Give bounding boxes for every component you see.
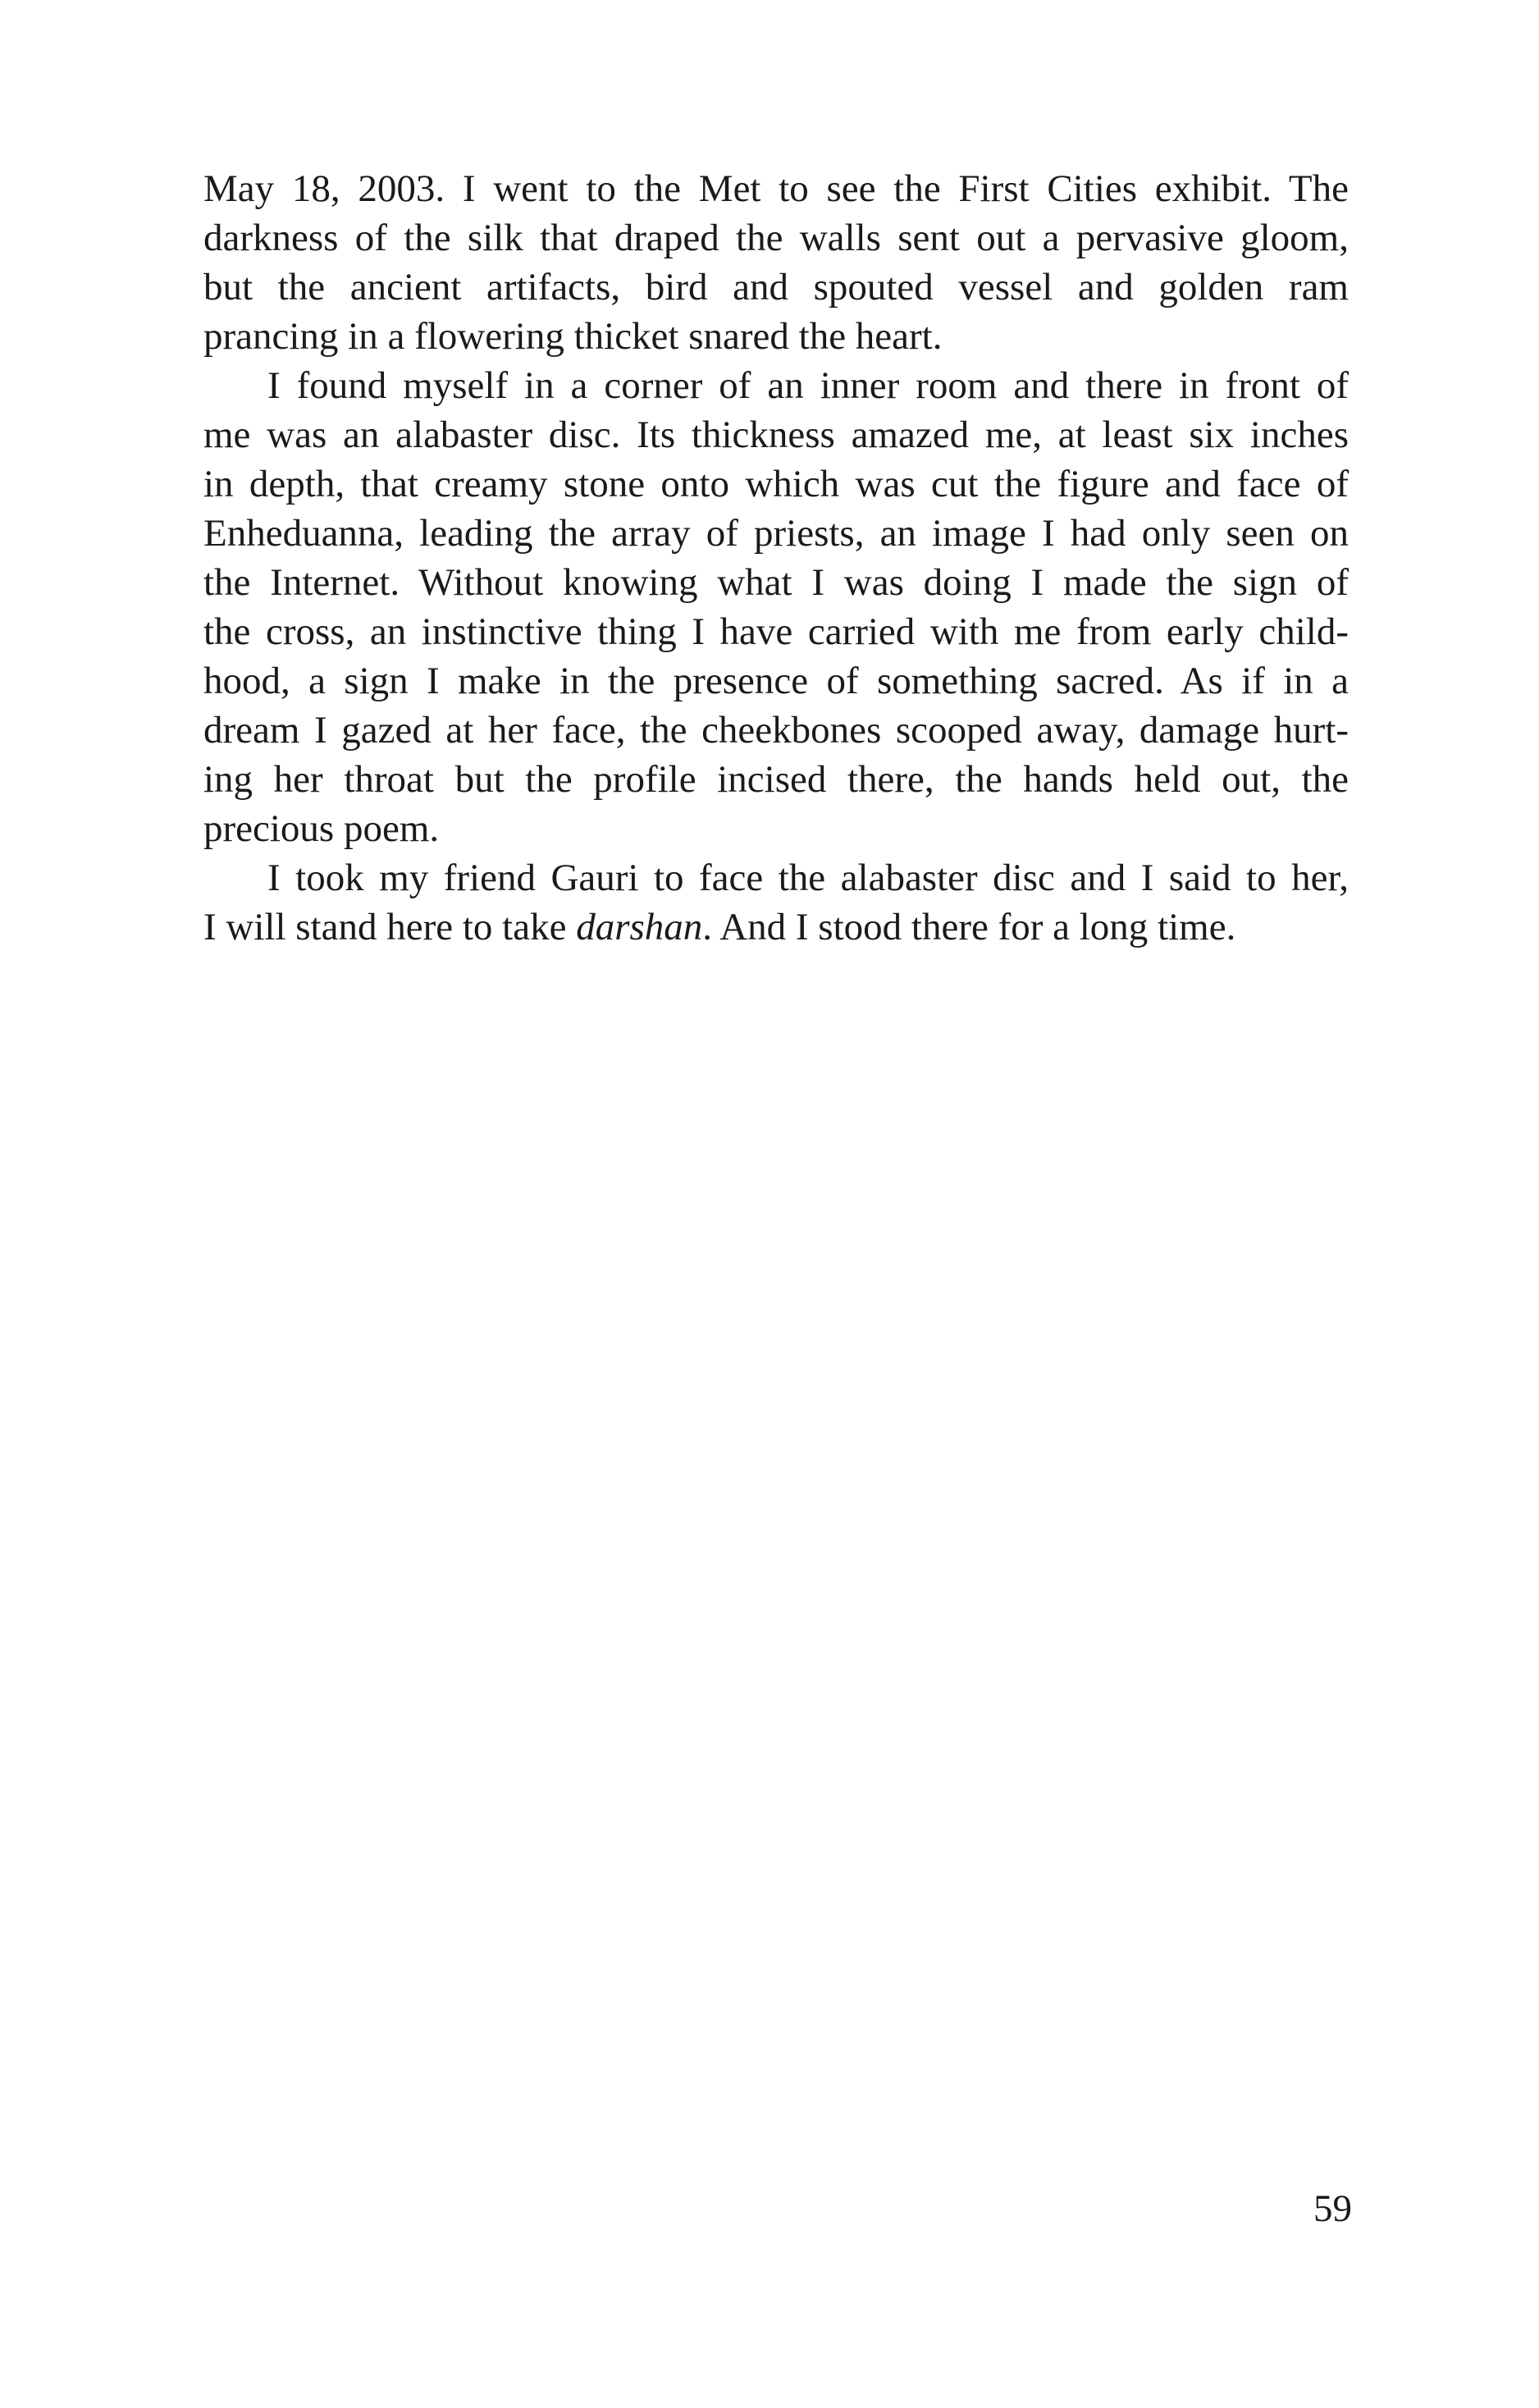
paragraph-2: [203, 361, 1349, 853]
text-line: precious poem.: [203, 807, 440, 850]
text-run: . And I stood there for a long time.: [702, 906, 1236, 948]
text-line: dream I gazed at her face, the cheekbones scooped away, damage hurt-: [203, 709, 1349, 752]
italic-term: darshan: [576, 906, 703, 948]
page-number: 59: [1313, 2187, 1352, 2230]
text-line: hood, a sign I make in the presence of something sacred. As if in a: [203, 660, 1349, 702]
text-line: darkness of the silk that draped the walls sent out a pervasive gloom,: [203, 217, 1349, 259]
text-line: May 18, 2003. I went to the Met to see the First Cities exhibit. The: [203, 167, 1349, 210]
text-line: Enheduanna, leading the array of priests, an image I had only seen on: [203, 512, 1349, 555]
text-line: in depth, that creamy stone onto which was cut the figure and face of: [203, 463, 1349, 505]
body-text: [203, 164, 1349, 952]
text-line: [203, 902, 1349, 952]
text-run: I will stand here to take: [203, 906, 577, 948]
text-line: but the ancient artifacts, bird and spouted vessel and golden ram: [203, 266, 1349, 308]
text-line: the cross, an instinctive thing I have carried with me from early child-: [203, 610, 1349, 653]
text-line: me was an alabaster disc. Its thickness amazed me, at least six inches: [203, 414, 1349, 456]
text-line: I took my friend Gauri to face the alabaster disc and I said to her,: [267, 857, 1349, 899]
text-line: ing her throat but the profile incised there, the hands held out, the: [203, 758, 1349, 801]
text-line: prancing in a flowering thicket snared the heart.: [203, 315, 943, 358]
text-line: the Internet. Without knowing what I was doing I made the sign of: [203, 561, 1349, 604]
paragraph-1: [203, 164, 1349, 361]
paragraph-3: [203, 853, 1349, 952]
text-line: I found myself in a corner of an inner room and there in front of: [267, 364, 1349, 407]
